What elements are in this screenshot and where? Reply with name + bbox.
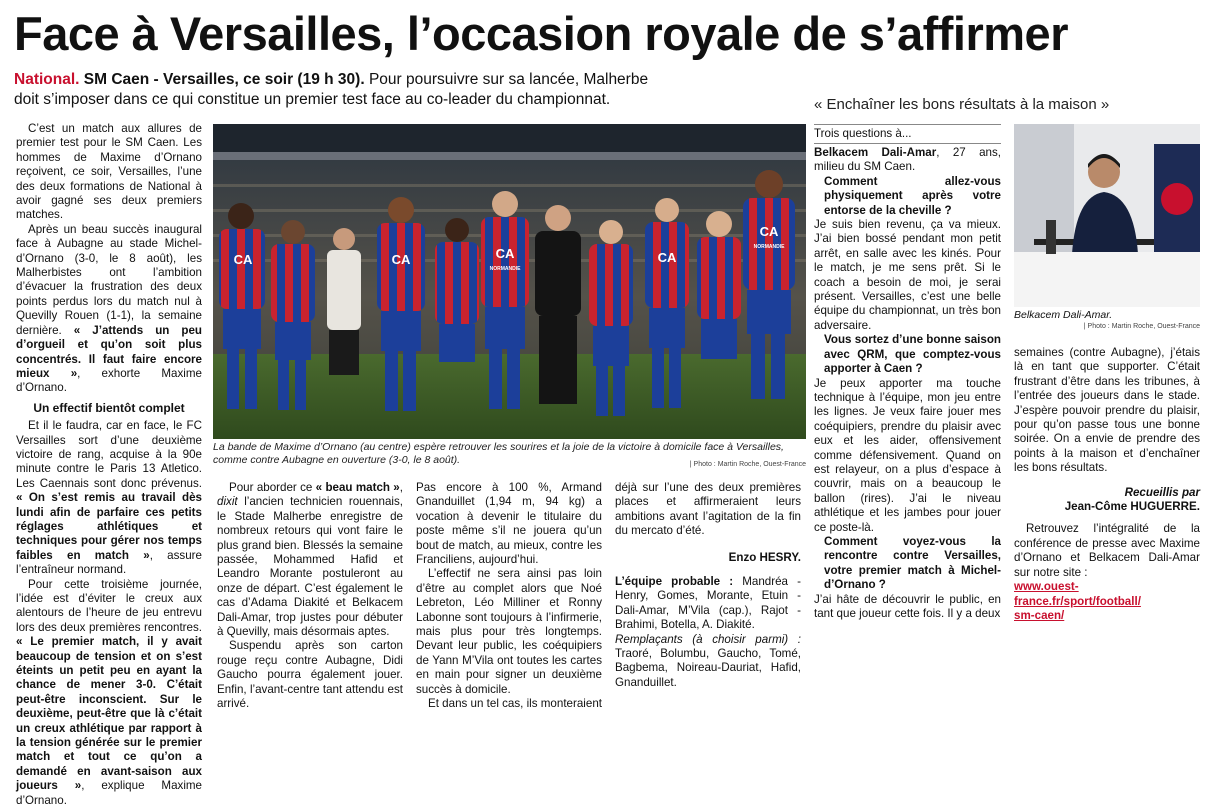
paragraph: Pour cette troisième journée, l’idée est d’éviter le creux aux alentours de l’heure de jeu entrevu lors des deux premières rencontres. « Le premier match, il y avait beaucoup de tension et on s’est éteints un petit peu en ayant la chance de mener 3-0. C’était peut-être inconscient. Sur le deuxième, peut-être que là c’était un creux athlétique par rapport à la tension générée sur le premier match et tout ce qu’on a demandé en avant-saison aux joueurs », explique Maxime d’Ornano. — [16, 577, 202, 807]
answer: Je peux apporter ma touche technique à l’équipe, mon jeu entre les lignes. Je veux faire jouer mes coéquipiers, prendre du plaisir avec eux et les aider, offensivement comme défensivement. Quand on est relayeur, on a plus d’espace à couvrir, mais on a beaucoup le ballon (rires). J’ai le niveau athlétique et les jambes pour jouer ce poste-là. — [814, 376, 1001, 534]
lead-paragraph — [14, 70, 654, 110]
collector-name: Jean-Côme HUGUERRE. — [1064, 500, 1200, 514]
quote: « Le premier match, il y avait beaucoup de tension et on s’est éteints un petit peu en ayant la chance de mener 3-0. C’était peut-être inconscient. Sur le deuxième, peut-être que là c’était un creux athlétique par rapport à la tension générée sur le premier match et tout ce qu’on a demandé en avant-saison aux joueurs » — [16, 635, 202, 793]
paragraph: Pour aborder ce « beau match », dixit l’ancien technicien rouennais, le Stade Malherbe enregistre de nombreux retours qui vont faire le plus grand bien. Blessés la semaine passée, Mohammed Hafid et Leandro Morante postuleront au onze de départ. C’est également le cas d’Adama Diakité et Belkacem Dali-Amar, trop justes pour débuter à Quevilly, mais désormais aptes. — [217, 481, 403, 639]
photo-caption: La bande de Maxime d’Ornano (au centre) espère retrouver les sourires et la joie de la victoire à domicile face à Versailles, comme contre Aubagne en ouverture (3-0, le 8 août). | Photo : Martin Roche, Ouest-France — [213, 441, 806, 471]
answer: J’ai hâte de découvrir le public, en tant que joueur cette fois. Il y a deux — [814, 592, 1001, 620]
paragraph: Suspendu après son carton rouge reçu contre Aubagne, Didi Gaucho pourra également jouer. Enfin, l’avant-centre tant attendu est arrivé. — [217, 639, 403, 711]
subheading: Un effectif bientôt complet — [33, 400, 185, 415]
interview-column-1 — [814, 146, 1001, 621]
portrait-credit: | Photo : Martin Roche, Ouest-France — [1083, 323, 1200, 330]
match-info: SM Caen - Versailles, ce soir (19 h 30). — [83, 71, 365, 88]
quote: « On s’est remis au travail dès lundi afin de parfaire ces petits réglages athlétiques et techniques pour gérer nos temps faibles en match » — [16, 491, 202, 562]
sponsor-text: CA — [391, 252, 411, 267]
portrait-photo — [1014, 124, 1200, 307]
paragraph: Et il le faudra, car en face, le FC Versailles sort d’une deuxième victoire de rang, acquise à la 90e minute contre le Paris 13 Atletico. Les Caennais sont donc prévenus. « On s’est remis au travail dès lundi afin de parfaire ces petits réglages athlétiques et techniques pour gérer nos temps faibles en match », assure l’entraîneur normand. — [16, 419, 202, 577]
article-column-3 — [416, 481, 602, 712]
article-column-2 — [217, 481, 403, 712]
more-info: Retrouvez l’intégralité de la conférence de presse avec Maxime d’Ornano et Belkacem Dali-Amar sur notre site : — [1014, 522, 1200, 579]
interview-column-2 — [1014, 346, 1200, 623]
interview-title: « Enchaîner les bons résultats à la maison » — [814, 96, 1110, 113]
sponsor-sub-text: NORMANDIE — [753, 244, 785, 250]
portrait-image — [1014, 124, 1200, 307]
team-celebration-image — [213, 124, 806, 439]
quote: « J’attends un peu d’orgueil et qu’on soit plus concentrés. Il faut faire encore mieux » — [16, 323, 202, 380]
question: Vous sortez d’une bonne saison avec QRM, que comptez-vous apporter à Caen ? — [824, 333, 1001, 376]
section-tag: National. — [14, 71, 80, 88]
headline: Face à Versailles, l’occasion royale de s’affirmer — [14, 7, 1068, 60]
quote: « beau match » — [315, 481, 400, 494]
lead-text: Pour poursuivre sur sa lancée, Malherbe doit s’imposer dans ce qui constitue un premier test face au co-leader du championnat. — [14, 71, 649, 108]
interviewee: Belkacem Dali-Amar, 27 ans, milieu du SM Caen. — [814, 146, 1001, 174]
paragraph: Et dans un tel cas, ils monteraient — [428, 697, 602, 711]
lineup: L’équipe probable : Mandréa - Henry, Gomes, Morante, Etuin - Dali-Amar, M’Vila (cap.), Rajot - Brahimi, Botella, A. Diakité. — [615, 575, 801, 632]
answer-continued: semaines (contre Aubagne), j’étais là en tant que supporter. C’était frustrant d’être dans les tribunes, à l’entrée des joueurs dans le stade. J’espère pouvoir prendre du plaisir, pour qu’on passe tous une bonne soirée. On a envie de prendre des points à la maison et d’enchaîner les bons résultats. — [1014, 346, 1200, 475]
answer: Je suis bien revenu, ça va mieux. J’ai bien bossé pendant mon petit arrêt, en salle avec les kinés. Pour le match, je me sens prêt. Si le coach a besoin de moi, je serai présent. Versailles, c’est une belle équipe du championnat, un très bon adversaire. — [814, 218, 1001, 332]
sponsor-text: CA — [657, 250, 677, 265]
photo-credit: | Photo : Martin Roche, Ouest-France — [689, 461, 806, 468]
substitutes: Remplaçants (à choisir parmi) : Traoré, Bolumbu, Gaucho, Tomé, Bagbema, Noireau-Dauriat, Hafid, Gnanduillet. — [615, 632, 801, 689]
collected-by: Recueillis par — [1124, 485, 1200, 499]
interview-box-header: Trois questions à... — [814, 124, 1001, 144]
paragraph: déjà sur l’une des deux premières places et affirmeraient leurs ambitions avant l’agitation de la fin du mercato d’été. — [615, 481, 801, 538]
website-link-block — [1014, 580, 1200, 623]
team-photo — [213, 124, 806, 439]
paragraph: Après un beau succès inaugural face à Aubagne au stade Michel-d’Ornano (3-0, le 8 août), les Malherbistes ont l’ambition d’évacuer la frustration des deux points perdus lors du match nul à Quevilly Rouen (1-1), la semaine dernière. « J’attends un peu d’orgueil et qu’on soit plus concentrés. Il faut faire encore mieux », exhorte Maxime d’Ornano. — [16, 222, 202, 395]
portrait-caption: Belkacem Dali-Amar. — [1014, 309, 1113, 321]
website-link[interactable]: www.ouest-france.fr/sport/football/ sm-caen/ — [1014, 580, 1141, 622]
question: Comment voyez-vous la rencontre contre Versailles, votre premier match à Michel-d’Ornano ? — [824, 534, 1001, 592]
sponsor-text: CA — [495, 246, 515, 261]
article-column-4 — [615, 481, 801, 690]
author-signature: Enzo HESRY. — [728, 550, 801, 564]
question: Comment allez-vous physiquement après votre entorse de la cheville ? — [824, 174, 1001, 217]
article-column-1 — [16, 122, 202, 808]
sponsor-text: CA — [759, 224, 779, 239]
sponsor-text: CA — [233, 252, 253, 267]
paragraph: C’est un match aux allures de premier test pour le SM Caen. Les hommes de Maxime d’Ornano reçoivent, ce soir, Versailles, l’une des deux formations de National à avoir gagné ses deux premiers matches. — [16, 122, 202, 222]
sponsor-sub-text: NORMANDIE — [489, 266, 521, 272]
paragraph: L’effectif ne sera ainsi pas loin d’être au complet alors que Noé Lebreton, Léo Milliner et Ronny Labonne sont toujours à l’infirmerie, mais plus pour très longtemps. Devant leur public, les coéquipiers de Yann M’Vila ont toutes les cartes en main pour signer un deuxième succès à domicile. — [416, 567, 602, 696]
paragraph: Pas encore à 100 %, Armand Gnanduillet (1,94 m, 94 kg) a vocation à devenir le titulaire du poste même s’il ne jouera qu’un bout de match, au mieux, contre les Franciliens, aujourd’hui. — [416, 481, 602, 567]
